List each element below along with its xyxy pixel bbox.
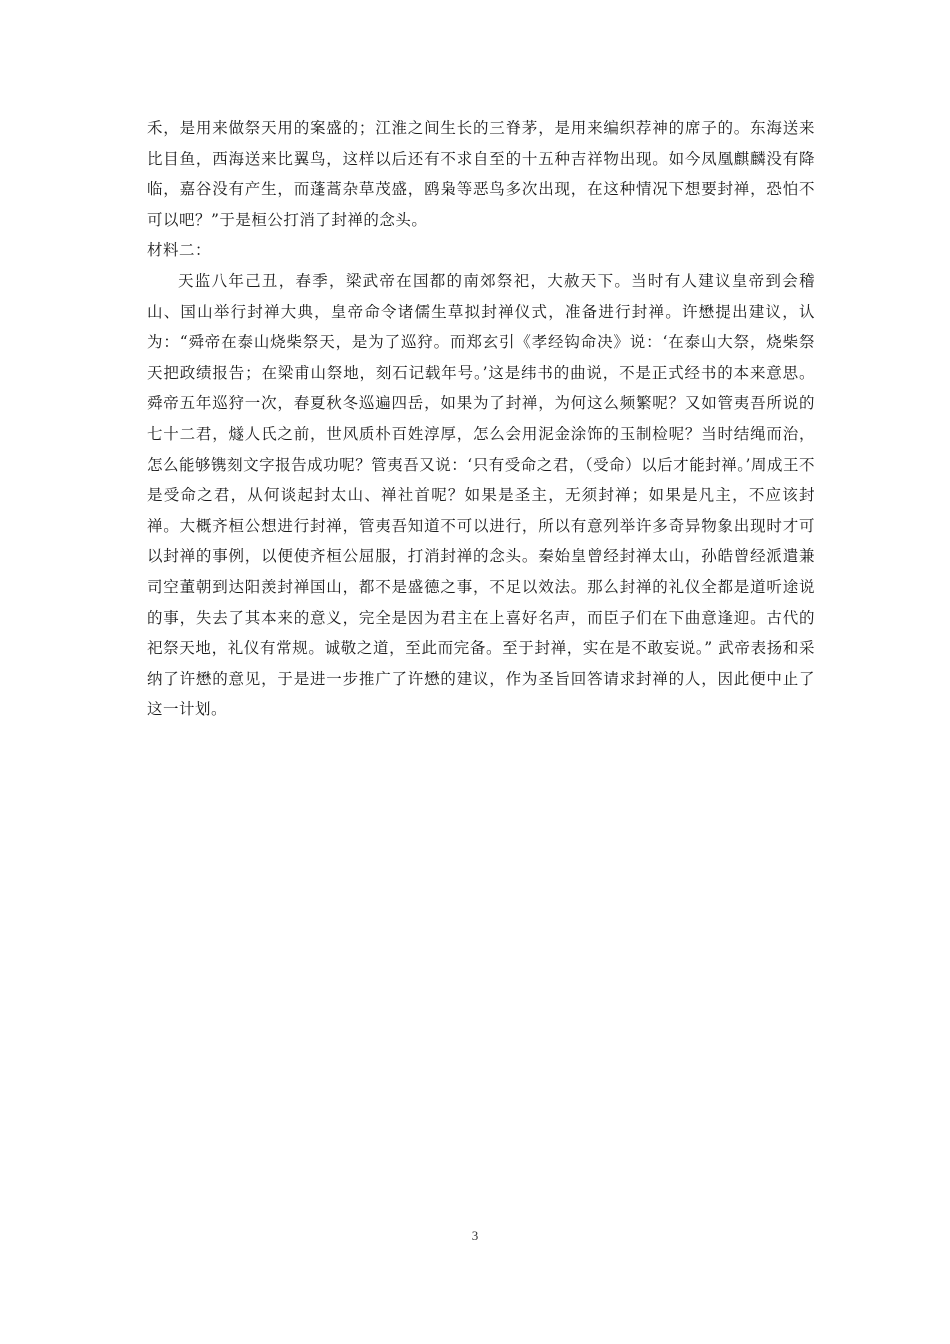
document-body: [147, 113, 815, 725]
continued-paragraph: 禾，是用来做祭天用的案盛的；江淮之间生长的三脊茅，是用来编织荐神的席子的。东海送来比目鱼，西海送来比翼鸟，这样以后还有不求自至的十五种吉祥物出现。如今凤凰麒麟没有降临，嘉谷没有产生，而蓬蒿杂草茂盛，鸥枭等恶鸟多次出现，在这种情况下想要封禅，恐怕不可以吧？”于是桓公打消了封禅的念头。: [147, 119, 815, 229]
page-number: 3: [471, 1228, 479, 1243]
material-two-heading: 材料二：: [147, 241, 212, 260]
material-two-paragraph: 天监八年己丑，春季，梁武帝在国都的南郊祭祀，大赦天下。当时有人建议皇帝到会稽山、国山举行封禅大典，皇帝命令诸儒生草拟封禅仪式，准备进行封禅。许懋提出建议，认为：“舜帝在泰山烧柴祭天，是为了巡狩。而郑玄引《孝经钩命决》说：‘在泰山大祭，烧柴祭天把政绩报告；在梁甫山祭地，刻石记载年号。’这是纬书的曲说，不是正式经书的本来意思。舜帝五年巡狩一次，春夏秋冬巡遍四岳，如果为了封禅，为何这么频繁呢？又如管夷吾所说的七十二君，燧人氏之前，世风质朴百姓淳厚，怎么会用泥金涂饰的玉制检呢？当时结绳而治，怎么能够镌刻文字报告成功呢？管夷吾又说：‘只有受命之君，（受命）以后才能封禅。’周成王不是受命之君，从何谈起封太山、禅社首呢？如果是圣主，无须封禅；如果是凡主，不应该封禅。大概齐桓公想进行封禅，管夷吾知道不可以进行，所以有意列举许多奇异物象出现时才可以封禅的事例，以便使齐桓公屈服，打消封禅的念头。秦始皇曾经封禅太山，孙皓曾经派遣兼司空董朝到达阳羡封禅国山，都不是盛德之事，不足以效法。那么封禅的礼仪全都是道听途说的事，失去了其本来的意义，完全是因为君主在上喜好名声，而臣子们在下曲意逢迎。古代的祀祭天地，礼仪有常规。诚敬之道，至此而完备。至于封禅，实在是不敢妄说。” 武帝表扬和采纳了许懋的意见，于是进一步推广了许懋的建议，作为圣旨回答请求封禅的人，因此便中止了这一计划。: [147, 271, 815, 719]
